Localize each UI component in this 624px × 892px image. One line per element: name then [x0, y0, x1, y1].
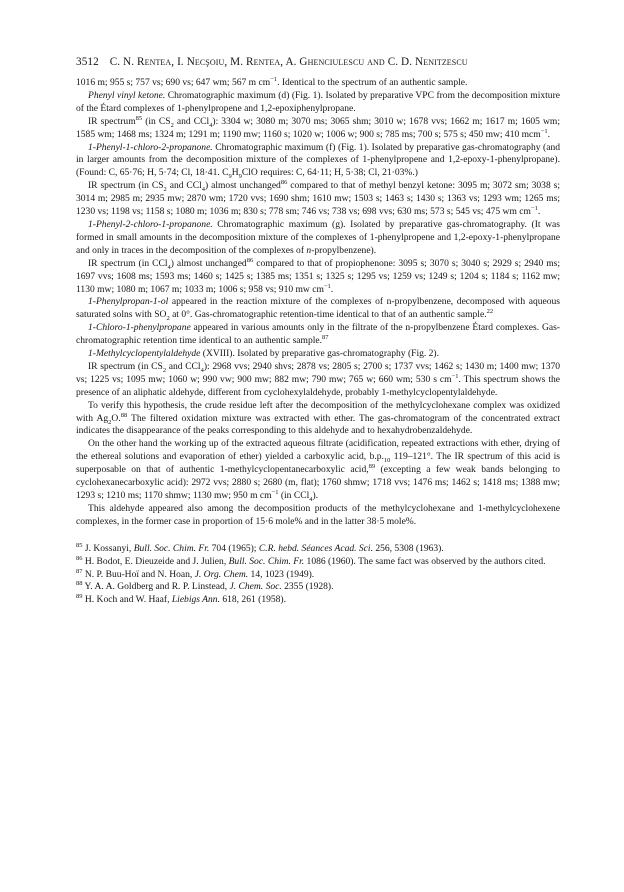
italic-text: 1-Phenylpropan-1-ol	[88, 296, 169, 308]
body-paragraph	[76, 258, 560, 297]
text-run: -propylbenzene).	[311, 244, 377, 256]
body-paragraph	[76, 503, 560, 529]
subscript: 4	[200, 366, 204, 374]
superscript: 87	[76, 567, 83, 575]
italic-text: J. Chem. Soc.	[229, 581, 282, 593]
text-run: compared to that of methyl benzyl ketone: 3095 m; 3072 sm; 3038 s; 3014 m; 2985 m; 2935 mw; 2870 wm; 1720 vvs; 1690 shm; 1610 mw; 1503 s; 1463 s; 1430 s; 1363 vs; 1293 wm; 1265 ms; 1230 vs; 1198 vs; 1158 s; 1080 m; 1036 m; 830 s; 778 sm; 746 vs; 738 vs; 698 vvs; 630 ms; 573 s; 545 vs; 475 wm cm	[76, 180, 560, 218]
text-run: 2355 (1928).	[281, 581, 334, 593]
superscript: 85	[135, 114, 143, 122]
reference-entry	[76, 556, 560, 569]
italic-text: C.R. hebd. Séances Acad. Sci.	[258, 542, 373, 554]
body-paragraph	[76, 219, 560, 258]
text-run: Chromatographic maximum (g). Isolated by preparative gas-chromatography. (It was formed in small amounts in the decomposition mixture of the complexes of 1-phenylpropene and 1,2-epoxy-1-phenylpropane and only in traces in the decomposition of the complexes of	[76, 218, 560, 256]
superscript: −1	[530, 204, 538, 212]
body-paragraph	[76, 296, 560, 322]
body-paragraph	[76, 180, 560, 219]
text-run: N. P. Buu-Hoï and N. Hoan,	[82, 568, 195, 580]
italic-text: Liebigs Ann.	[171, 594, 220, 606]
subscript: 2	[108, 418, 112, 426]
text-run: and CCl	[166, 180, 202, 192]
italic-text: 1-Chloro-1-phenylpropane	[88, 322, 191, 334]
superscript: 86	[280, 179, 288, 187]
text-run: Y. A. A. Goldberg and R. P. Linstead,	[82, 581, 230, 593]
subscript: 10	[383, 457, 391, 465]
superscript: 88	[76, 580, 83, 588]
text-run: 1016 m; 955 s; 757 vs; 690 vs; 647 wm; 567 m cm	[76, 77, 271, 88]
reference-entry	[76, 594, 560, 607]
text-run: IR spectrum (in CCl	[88, 257, 168, 269]
superscript: −1	[451, 372, 459, 380]
text-run: Chromatographic maximum (d) (Fig. 1). Isolated by preparative VPC from the decomposition mixture of the Étard complexes of 1-phenylpropene and 1,2-epoxiphenylpropane.	[76, 89, 560, 114]
superscript: 86	[76, 554, 83, 562]
text-run: and CCl	[166, 360, 201, 372]
italic-text: Phenyl vinyl ketone.	[88, 89, 166, 101]
page-number: 3512	[76, 56, 99, 68]
subscript: 4	[309, 495, 313, 503]
italic-text: 1-Phenyl-1-chloro-2-propanone.	[88, 141, 213, 153]
article-body	[76, 77, 560, 529]
superscript: 89	[368, 463, 376, 471]
subscript: 2	[170, 121, 174, 129]
text-run: On the other hand the working up of the extracted aqueous filtrate (acidification, repeated extractions with ether, drying of the ethereal solutions and evaporation of ether) yielded a carboxylic acid, b.p.	[76, 438, 560, 463]
text-run: and CCl	[173, 115, 210, 127]
text-run: 119–121°. The IR spectrum of this acid is superposable on that of authentic 1-methylcyclopentanecarboxylic acid,	[76, 451, 560, 476]
text-run: 256, 5308 (1963).	[372, 542, 444, 554]
subscript: 4	[209, 121, 213, 129]
superscript: −1	[270, 75, 278, 83]
text-run: H	[231, 167, 239, 179]
body-paragraph	[76, 322, 560, 348]
text-run: ): 2968 vvs; 2940 shvs; 2878 vs; 2805 s; 2700 s; 1737 vvs; 1462 s; 1430 m; 1400 mw; 1370 vs; 1225 vs; 1095 mw; 1060 w; 990 vw; 900 mw; 882 mw; 790 mw; 765 w; 660 wm; 530 s cm	[76, 360, 561, 385]
text-run: IR spectrum	[88, 115, 136, 127]
text-run: To verify this hypothesis, the crude residue left after the decomposition of the methylcyclohexane complex was oxidized with Ag	[76, 399, 560, 424]
subscript: 2	[163, 186, 167, 194]
subscript: 9	[228, 173, 232, 181]
text-run: (XVIII). Isolated by preparative gas-chromatography (Fig. 2).	[200, 348, 439, 360]
superscript: 87	[322, 333, 329, 341]
superscript: −1	[323, 282, 331, 290]
text-run: .	[547, 128, 551, 140]
text-run: H. Koch and W. Haaf,	[82, 594, 172, 606]
text-run: 1086 (1960). The same fact was observed by the authors cited.	[304, 555, 546, 567]
reference-entry	[76, 543, 560, 556]
body-paragraph	[76, 142, 560, 181]
text-run: ) almost unchanged	[170, 257, 247, 269]
text-run: 704 (1965);	[209, 542, 259, 554]
italic-text: J. Org. Chem.	[194, 568, 249, 580]
text-run: IR spectrum (in CS	[88, 360, 163, 372]
superscript: −1	[540, 127, 548, 135]
body-paragraph	[76, 348, 560, 361]
text-run: (in CCl	[278, 490, 310, 501]
text-run: ): 3304 w; 3080 m; 3070 ms; 3065 shm; 3010 w; 1678 vvs; 1662 m; 1617 m; 1605 wm; 1585 wm; 1468 ms; 1324 m; 1291 m; 1190 mw; 1160 s; 1020 w; 1006 w; 900 s; 785 ms; 700 s; 575 s; 450 mw; 410 mcm	[76, 115, 560, 140]
text-run: ).	[312, 490, 319, 501]
text-run: H. Bodot, E. Dieuzeide and J. Julien,	[82, 555, 229, 567]
text-run: . This spectrum shows the presence of an aliphatic aldehyde, different from cyclohexylaldehyde, probably 1-methylcyclopentylaldehyde.	[76, 373, 560, 398]
reference-entry	[76, 569, 560, 582]
text-run: appeared in various amounts only in the filtrate of the n-propylbenzene Étard complexes. Gas-chromatographic retention time identical to an authentic sample.	[76, 322, 560, 347]
italic-text: Bull. Soc. Chim. Fr.	[228, 555, 305, 567]
superscript: 89	[76, 593, 83, 601]
text-run: Chromatographic maximum (f) (Fig. 1). Isolated by preparative gas-chromatography (and in larger amounts from the decomposition mixture of the complexes of 1-phenylpropene and 1,2-epoxy-1-phenylpropane). (Found: C, 65·76; H, 5·74; Cl, 18·41. C	[76, 141, 560, 179]
reference-entry	[76, 581, 560, 594]
superscript: 88	[120, 411, 128, 419]
text-run: at 0°. Gas-chromatographic retention-time identical to that of an authentic sample.	[169, 309, 487, 321]
text-run: ClO requires: C, 64·11; H, 5·38; Cl, 21·03%.)	[241, 167, 418, 179]
subscript: 4	[167, 263, 171, 271]
text-run: appeared in the reaction mixture of the complexes of n-propylbenzene, decomposed with aqueous saturated solns with SO	[76, 296, 560, 321]
superscript: 85	[76, 541, 83, 549]
subscript: 9	[238, 173, 242, 181]
journal-page	[76, 56, 560, 607]
text-run: .	[330, 283, 334, 295]
text-run: This aldehyde appeared also among the decomposition products of the methylcyclohexane and 1-methylcyclohexene complexes, in the former case in proportion of 15·6 mole% and in the latter 38·5 mole%.	[76, 502, 560, 527]
body-paragraph	[76, 361, 560, 400]
text-run: (in CS	[142, 115, 171, 127]
text-run: IR spectrum (in CS	[88, 180, 164, 192]
text-run: J. Kossanyi,	[82, 542, 134, 554]
text-run: .	[537, 206, 541, 218]
footnote-references	[76, 543, 560, 608]
subscript: 4	[201, 186, 206, 194]
text-run: O.	[111, 412, 121, 424]
superscript: 22	[486, 308, 494, 316]
italic-text: Bull. Soc. Chim. Fr.	[133, 542, 210, 554]
italic-text: n	[306, 244, 312, 256]
subscript: 2	[166, 315, 170, 323]
text-run: . Identical to the spectrum of an authentic sample.	[277, 77, 468, 88]
author-line: C. N. Rentea, I. Necşoiu, M. Rentea, A. Ghenciulescu and C. D. Nenitzescu	[109, 56, 468, 68]
body-paragraph	[76, 77, 560, 90]
subscript: 2	[162, 366, 167, 374]
text-run: (excepting a few weak bands belonging to cyclohexanecarboxylic acid): 2972 vvs; 2880 s; 2680 (m, flat); 1760 shmw; 1718 vvs; 1476 ms; 1462 s; 1418 ms; 1388 mw; 1293 s; 1210 ms; 1170 shmw; 1130 mw; 950 m cm	[76, 464, 560, 501]
body-paragraph	[76, 90, 560, 116]
italic-text: 1-Phenyl-2-chloro-1-propanone.	[88, 218, 213, 230]
text-run: compared to that of propiophenone: 3095 s; 3070 s; 3040 s; 2929 s; 2940 ms; 1697 vvs; 1608 ms; 1593 ms; 1460 s; 1425 s; 1385 ms; 1351 s; 1325 s; 1295 vs; 1259 vs; 1249 s; 1204 s; 1184 s; 1162 mw; 1130 mw; 1080 m; 1067 m; 1033 m; 1006 s; 958 vs; 910 mw cm	[76, 257, 560, 295]
superscript: −1	[271, 488, 279, 496]
body-paragraph	[76, 438, 560, 503]
text-run: 14, 1023 (1949).	[248, 568, 315, 580]
superscript: 86	[246, 256, 254, 264]
text-run: ) almost unchanged	[205, 180, 281, 192]
text-run: The filtered oxidation mixture was extracted with ether. The gas-chromatogram of the concentrated extract indicates the disappearance of the peaks corresponding to this aldehyde and to hexahydrobenzaldehyde.	[76, 412, 560, 437]
body-paragraph	[76, 400, 560, 439]
running-header	[76, 56, 560, 68]
italic-text: 1-Methylcyclopentylaldehyde	[88, 348, 201, 360]
body-paragraph	[76, 116, 560, 142]
text-run: 618, 261 (1958).	[219, 594, 286, 606]
